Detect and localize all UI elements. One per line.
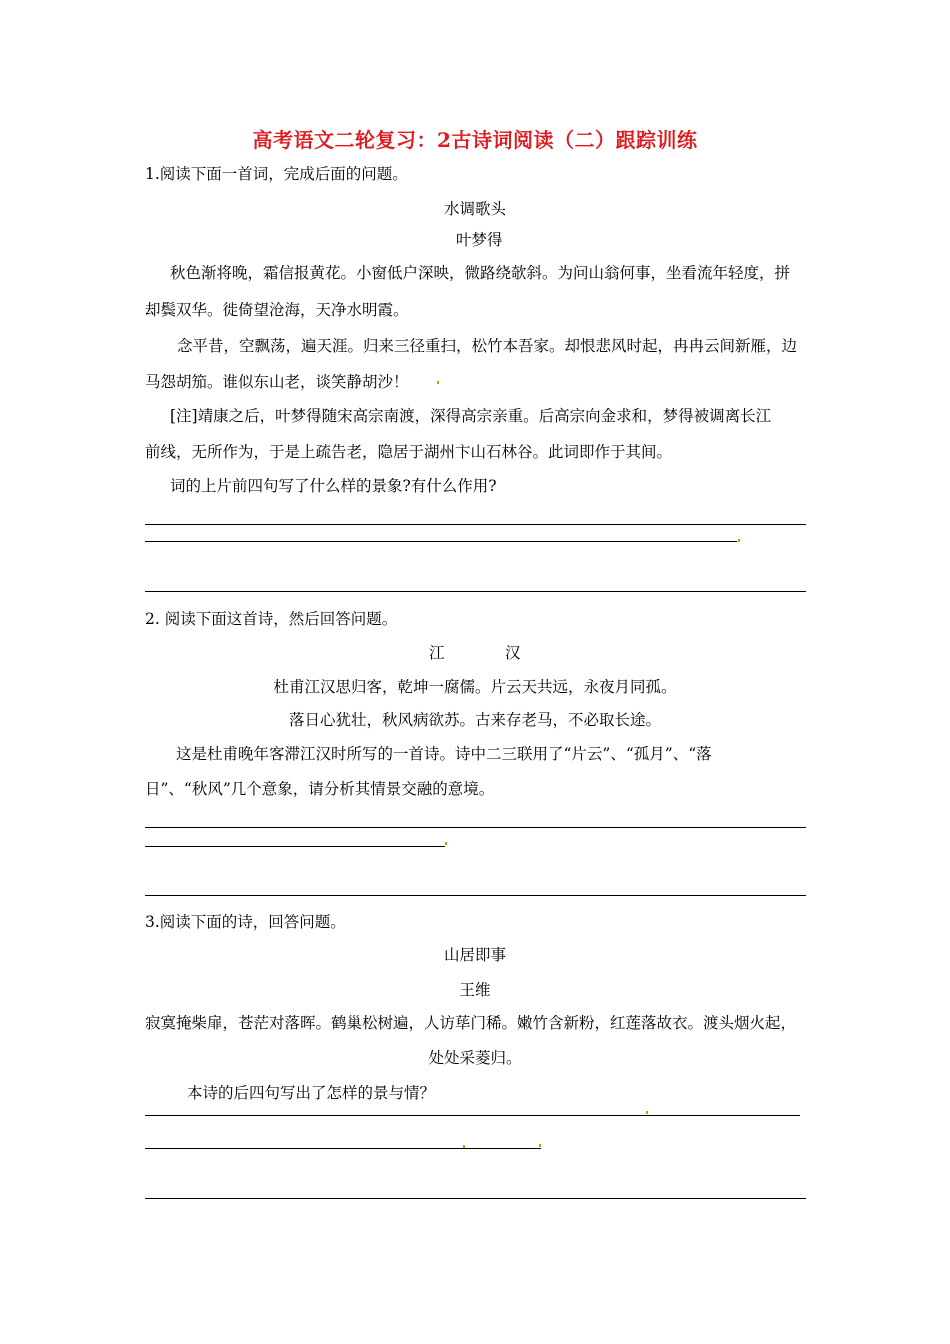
answer-line[interactable] [145,1148,541,1149]
answer-line[interactable] [145,1115,800,1116]
answer-line[interactable] [145,895,806,896]
q1-stanza2-line1: 念平昔，空飘荡，遍天涯。归来三径重扫，松竹本吾家。却恨悲风时起，冉冉云间新雁，边 [177,337,798,355]
q1-poem-title: 水调歌头 [443,200,506,218]
answer-line[interactable] [145,524,806,525]
q1-stanza2-line2: 马怨胡笳。谁似东山老，谈笑静胡沙！ [145,373,409,391]
q3-prompt: 3.阅读下面的诗，回答问题。 [145,913,346,931]
q1-note-line1: [注]靖康之后，叶梦得随宋高宗南渡，深得高宗亲重。后高宗向金求和，梦得被调离长江 [170,407,772,425]
q1-question: 词的上片前四句写了什么样的景象?有什么作用? [170,477,497,495]
answer-line[interactable] [145,591,806,592]
stray-mark [463,1145,465,1148]
answer-line[interactable] [145,541,737,542]
page-title: 高考语文二轮复习：2古诗词阅读（二）跟踪训练 [252,128,698,152]
q1-author: 叶梦得 [456,231,503,249]
answer-line[interactable] [145,1198,806,1199]
q3-question: 本诗的后四句写出了怎样的景与情？ [187,1084,436,1102]
stray-mark [646,1111,648,1114]
stray-mark [445,842,447,845]
q3-poem-line1: 寂寞掩柴扉，苍茫对落晖。鹤巢松树遍，人访荜门稀。嫩竹含新粉，红莲落故衣。渡头烟火起， [145,1014,797,1032]
q1-stanza1-line2: 却鬓双华。徙倚望沧海，天净水明霞。 [145,301,409,319]
stray-mark [437,381,439,384]
q2-question-line1: 这是杜甫晚年客滞江汉时所写的一首诗。诗中二三联用了“片云”、“孤月”、“落 [176,745,712,763]
q3-author: 王维 [459,981,491,999]
q2-poem-title-a: 江 [429,644,445,662]
q2-poem-line1: 杜甫江汉思归客，乾坤一腐儒。片云天共远，永夜月同孤。 [273,678,677,696]
q2-poem-title-b: 汉 [505,644,521,662]
q2-prompt: 2. 阅读下面这首诗，然后回答问题。 [145,610,398,628]
q1-note-line2: 前线，无所作为，于是上疏告老，隐居于湖州卞山石林谷。此词即作于其间。 [145,443,673,461]
answer-line[interactable] [145,846,445,847]
stray-mark [738,539,740,542]
answer-line[interactable] [145,827,806,828]
q3-poem-line2: 处处采菱归。 [428,1049,522,1067]
q1-stanza1-line1: 秋色渐将晚，霜信报黄花。小窗低户深映，微路绕欹斜。为问山翁何事，坐看流年轻度，拼 [170,264,791,282]
q2-poem-line2: 落日心犹壮，秋风病欲苏。古来存老马，不必取长途。 [288,711,661,729]
stray-mark [539,1144,541,1147]
q2-question-line2: 日”、“秋风”几个意象，请分析其情景交融的意境。 [145,780,495,798]
q3-poem-title: 山居即事 [443,946,506,964]
q1-prompt: 1.阅读下面一首词，完成后面的问题。 [145,165,408,183]
